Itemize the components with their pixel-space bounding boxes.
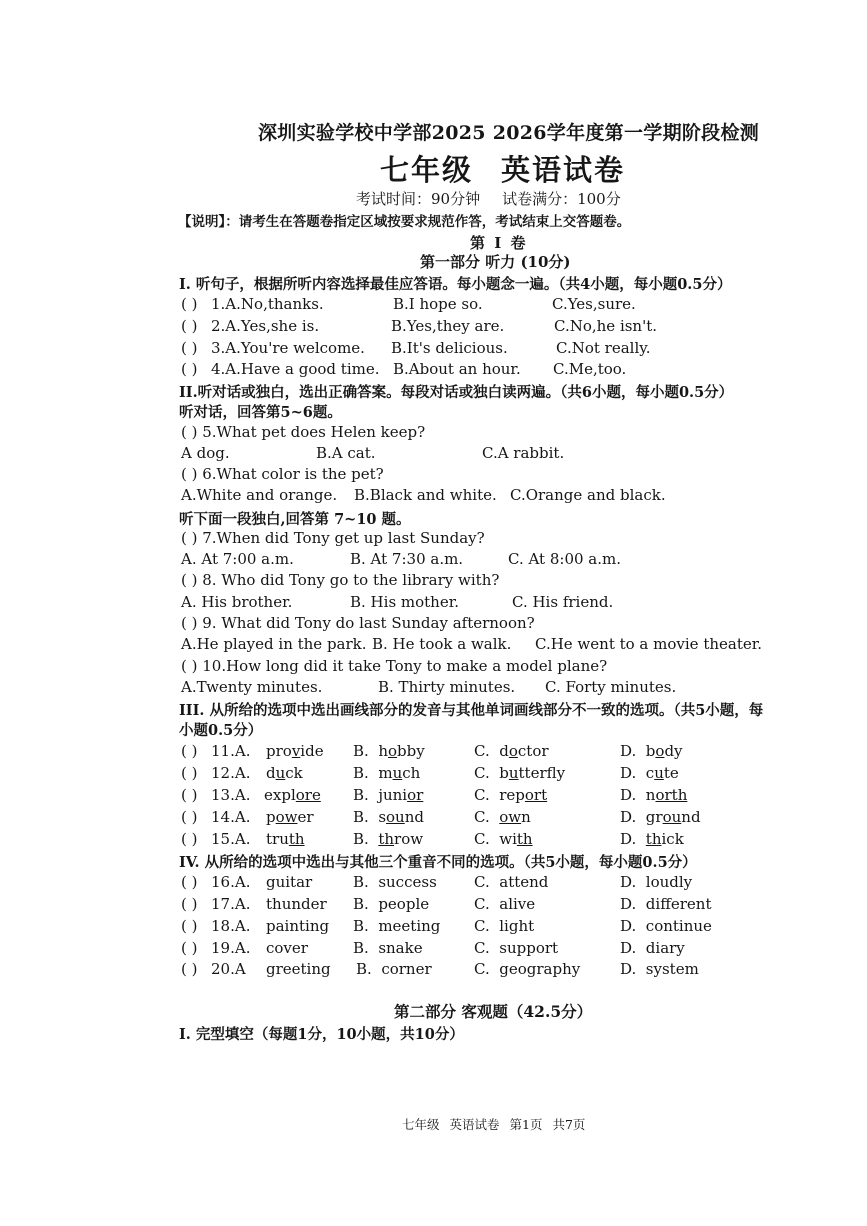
option-a: duck [266, 764, 303, 782]
stress-row-18: ( ) 18.A. [181, 917, 251, 935]
pron-row-15: ( ) 15.A. [181, 830, 251, 848]
footer-total: 共7页 [552, 1117, 586, 1132]
question-6: ( ) 6.What color is the pet? [181, 465, 384, 483]
option-b: B. much [353, 764, 421, 782]
subsection-monologue: 听下面一段独白,回答第 7~10 题。 [179, 511, 411, 528]
exam-instructions: 【说明】：请考生在答题卷指定区域按要求规范作答，考试结束上交答题卷。 [178, 214, 631, 230]
full-score: 试卷满分：100分 [502, 190, 621, 208]
option-d: D. loudly [620, 873, 693, 891]
section-4-title: IV. 从所给的选项中选出与其他三个重音不同的选项。（共5小题，每小题0.5分） [179, 854, 697, 871]
section-2-title: II.听对话或独白，选出正确答案。每段对话或独白读两遍。（共6小题，每小题0.5分） [179, 384, 734, 401]
option-c: C. support [474, 939, 559, 957]
option-c: C. doctor [474, 742, 549, 760]
question-row: ( ) 3.A.You're welcome. [181, 339, 365, 357]
page-footer [402, 1115, 585, 1133]
option-d: D. different [620, 895, 712, 913]
option-d: D. thick [620, 830, 684, 848]
option-c: C. light [474, 917, 535, 935]
question-7: ( ) 7.When did Tony get up last Sunday? [181, 529, 485, 547]
exam-time: 考试时间：90分钟 [356, 190, 481, 208]
option-c: C.Not really. [556, 339, 651, 357]
option-b: B. meeting [353, 917, 441, 935]
option-c: C.Orange and black. [510, 486, 666, 504]
pron-row-13: ( ) 13.A. [181, 786, 251, 804]
section-1-title: I. 听句子，根据所听内容选择最佳应答语。每小题念一遍。（共4小题，每小题0.5分） [179, 276, 732, 293]
question-10: ( ) 10.How long did it take Tony to make a model plane? [181, 657, 608, 675]
option-a: A.White and orange. [181, 486, 338, 504]
section-3-title-line1: III. 从所给的选项中选出画线部分的发音与其他单词画线部分不一致的选项。（共5小题，每 [179, 702, 764, 719]
option-c: C.Me,too. [553, 360, 627, 378]
option-d: D. system [620, 960, 699, 978]
option-a: cover [266, 939, 308, 957]
exam-meta [356, 188, 621, 209]
option-d: D. north [620, 786, 688, 804]
option-b: B.It's delicious. [391, 339, 508, 357]
question-8: ( ) 8. Who did Tony go to the library with? [181, 571, 500, 589]
volume-label: 第 Ⅰ 卷 [470, 234, 528, 252]
option-a: A.Twenty minutes. [181, 678, 323, 696]
option-c: C. His friend. [512, 593, 614, 611]
option-b: B. sound [353, 808, 424, 826]
subject-label: 英语试卷 [501, 153, 626, 187]
option-a: thunder [266, 895, 327, 913]
option-c: C.A rabbit. [482, 444, 565, 462]
option-c: C. butterfly [474, 764, 566, 782]
option-b: B. people [353, 895, 430, 913]
question-5: ( ) 5.What pet does Helen keep? [181, 423, 426, 441]
option-a: guitar [266, 873, 313, 891]
option-b: B. At 7:30 a.m. [350, 550, 464, 568]
option-b: B. He took a walk. [372, 635, 512, 653]
option-c: C. geography [474, 960, 581, 978]
section-3-title-line2: 小题0.5分） [179, 722, 263, 739]
option-a: A. At 7:00 a.m. [181, 550, 294, 568]
part2-section-1-title: I. 完型填空（每题1分，10小题，共10分） [179, 1026, 464, 1043]
exam-title-line1: 深圳实验学校中学部2025 2026学年度第一学期阶段检测 [258, 122, 760, 144]
grade-label: 七年级 [380, 153, 474, 187]
exam-title-line2 [380, 148, 625, 189]
footer-page: 第1页 [509, 1117, 543, 1132]
option-c: C. own [474, 808, 531, 826]
option-c: C. report [474, 786, 548, 804]
option-a: truth [266, 830, 305, 848]
stress-row-19: ( ) 19.A. [181, 939, 251, 957]
pron-row-14: ( ) 14.A. [181, 808, 251, 826]
option-c: C. alive [474, 895, 536, 913]
option-b: B. Thirty minutes. [378, 678, 516, 696]
footer-grade: 七年级 [402, 1117, 440, 1132]
option-a: power [266, 808, 314, 826]
option-b: B. success [353, 873, 437, 891]
question-9: ( ) 9. What did Tony do last Sunday afternoon? [181, 614, 535, 632]
option-c: C.No,he isn't. [554, 317, 658, 335]
option-c: C.He went to a movie theater. [535, 635, 763, 653]
option-d: D. continue [620, 917, 712, 935]
option-b: B.A cat. [316, 444, 376, 462]
option-b: B.Black and white. [354, 486, 497, 504]
subsection-dialogue: 听对话，回答第5~6题。 [179, 404, 342, 421]
option-d: D. cute [620, 764, 679, 782]
option-d: D. ground [620, 808, 701, 826]
option-b: B. junior [353, 786, 424, 804]
option-c: C. At 8:00 a.m. [508, 550, 621, 568]
question-row: ( ) 1.A.No,thanks. [181, 295, 324, 313]
pron-row-12: ( ) 12.A. [181, 764, 251, 782]
option-b: B.Yes,they are. [391, 317, 505, 335]
pron-row-11: ( ) 11.A. [181, 742, 251, 760]
option-c: C. attend [474, 873, 549, 891]
option-b: B. snake [353, 939, 423, 957]
option-b: B.I hope so. [393, 295, 483, 313]
option-a: explore [264, 786, 321, 804]
stress-row-16: ( ) 16.A. [181, 873, 251, 891]
option-b: B. corner [356, 960, 432, 978]
stress-row-20: ( ) 20.A [181, 960, 246, 978]
option-a: A. His brother. [181, 593, 293, 611]
question-row: ( ) 2.A.Yes,she is. [181, 317, 320, 335]
option-a: provide [266, 742, 324, 760]
option-c: C. with [474, 830, 533, 848]
option-a: painting [266, 917, 330, 935]
footer-subject: 英语试卷 [449, 1117, 500, 1132]
stress-row-17: ( ) 17.A. [181, 895, 251, 913]
option-b: B. His mother. [350, 593, 460, 611]
option-c: C. Forty minutes. [545, 678, 677, 696]
option-b: B. hobby [353, 742, 425, 760]
option-a: A.He played in the park. [181, 635, 367, 653]
option-b: B.About an hour. [393, 360, 521, 378]
option-a: greeting [266, 960, 331, 978]
option-d: D. body [620, 742, 683, 760]
part1-title: 第一部分 听力 (10分) [420, 253, 571, 271]
question-row: ( ) 4.A.Have a good time. [181, 360, 380, 378]
option-a: A dog. [181, 444, 230, 462]
part2-title: 第二部分 客观题（42.5分） [394, 1002, 593, 1021]
option-d: D. diary [620, 939, 685, 957]
option-c: C.Yes,sure. [552, 295, 636, 313]
option-b: B. throw [353, 830, 424, 848]
